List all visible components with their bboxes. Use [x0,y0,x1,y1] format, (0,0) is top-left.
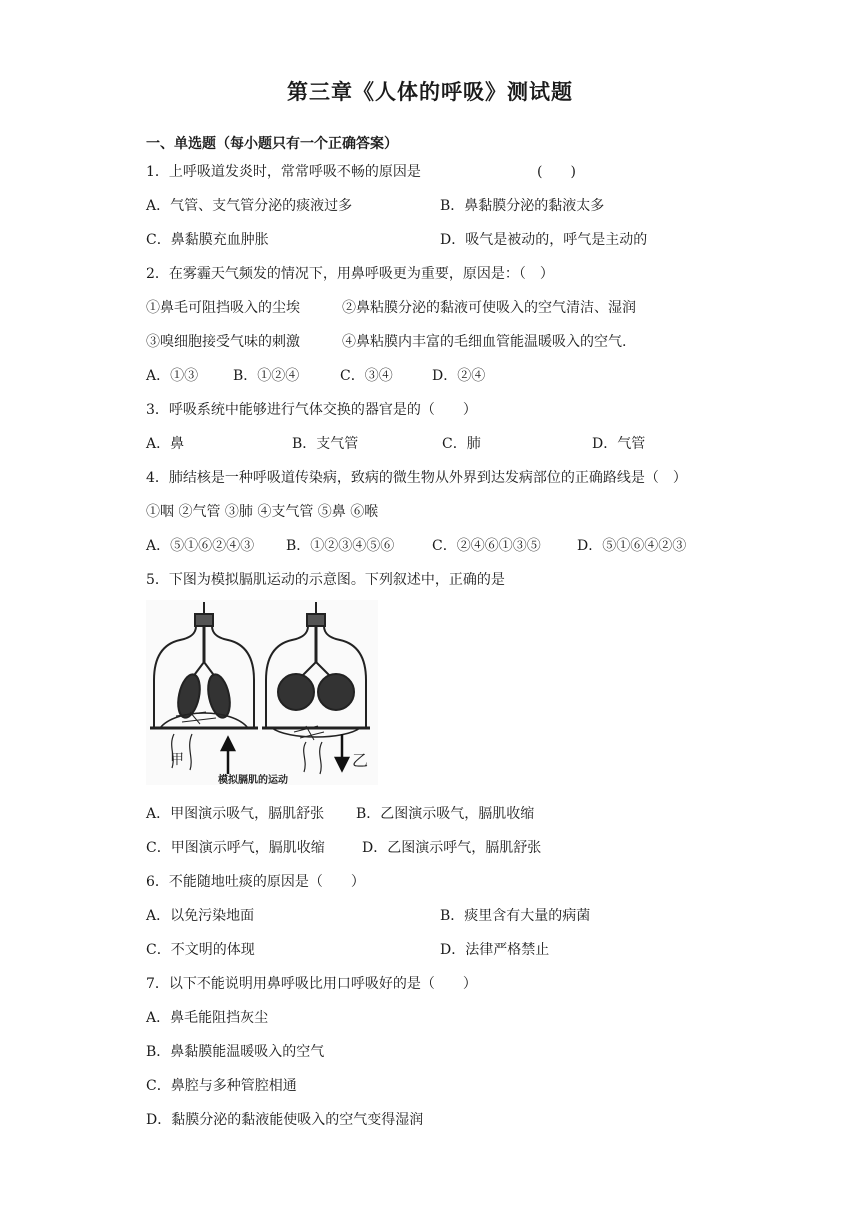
question-4-option-d: D．⑤①⑥④②③ [577,538,687,554]
section-heading: 一、单选题（每小题只有一个正确答案） [146,136,398,152]
question-6-option-c: C．不文明的体现 [146,942,255,958]
question-2-option-d: D．②④ [432,368,486,384]
question-3-option-d: D．气管 [592,436,646,452]
question-6-option-b: B．痰里含有大量的病菌 [440,908,591,924]
question-1-bracket: ( ) [537,164,576,180]
question-5-option-d: D．乙图演示呼气，膈肌舒张 [362,840,542,856]
question-4-option-b: B．①②③④⑤⑥ [286,538,395,554]
question-2-stem: 2．在雾霾天气频发的情况下，用鼻呼吸更为重要，原因是：（ ） [146,266,554,282]
question-5-option-b: B．乙图演示吸气，膈肌收缩 [356,806,535,822]
question-2-option-b: B．①②④ [233,368,300,384]
question-1-stem: 1．上呼吸道发炎时，常常呼吸不畅的原因是 [146,164,421,180]
diaphragm-model-figure [146,600,378,785]
question-2-option-c: C．③④ [340,368,393,384]
question-4-option-c: C．②④⑥①③⑤ [432,538,541,554]
question-1-option-b: B．鼻黏膜分泌的黏液太多 [440,198,605,214]
question-2-statement-1: ①鼻毛可阻挡吸入的尘埃 [146,300,300,316]
question-6-option-d: D．法律严格禁止 [440,942,550,958]
question-4-stem: 4．肺结核是一种呼吸道传染病，致病的微生物从外界到达发病部位的正确路线是（ ） [146,470,687,486]
figure-label-right: 乙 [352,751,369,770]
question-2-statement-3: ③嗅细胞接受气味的刺激 [146,334,300,350]
question-3-option-c: C．肺 [442,436,481,452]
question-5-option-c: C．甲图演示呼气，膈肌收缩 [146,840,325,856]
question-3-option-b: B．支气管 [292,436,359,452]
figure-label-left: 甲 [170,752,184,768]
question-7-option-b: B．鼻黏膜能温暖吸入的空气 [146,1044,325,1060]
question-1-option-d: D．吸气是被动的，呼气是主动的 [440,232,648,248]
question-7-option-d: D．黏膜分泌的黏液能使吸入的空气变得湿润 [146,1112,424,1128]
question-6-option-a: A．以免污染地面 [146,908,255,924]
page-title: 第三章《人体的呼吸》测试题 [287,80,573,104]
question-5-option-a: A．甲图演示吸气，膈肌舒张 [146,806,325,822]
question-4-option-a: A．⑤①⑥②④③ [146,538,255,554]
question-1-option-c: C．鼻黏膜充血肿胀 [146,232,269,248]
question-1-option-a: A．气管、支气管分泌的痰液过多 [146,198,353,214]
question-7-stem: 7．以下不能说明用鼻呼吸比用口呼吸好的是（ ） [146,976,477,992]
question-4-statement: ①咽 ②气管 ③肺 ④支气管 ⑤鼻 ⑥喉 [146,504,379,520]
question-7-option-a: A．鼻毛能阻挡灰尘 [146,1010,269,1026]
figure-caption: 模拟膈肌的运动 [218,775,288,785]
question-5-stem: 5．下图为模拟膈肌运动的示意图。下列叙述中，正确的是 [146,572,505,588]
question-3-option-a: A．鼻 [146,436,185,452]
question-3-stem: 3．呼吸系统中能够进行气体交换的器官是的（ ） [146,402,477,418]
question-2-statement-2: ②鼻粘膜分泌的黏液可使吸入的空气清洁、湿润 [342,300,636,316]
question-2-statement-4: ④鼻粘膜内丰富的毛细血管能温暖吸入的空气. [342,334,627,350]
question-2-option-a: A．①③ [146,368,199,384]
question-7-option-c: C．鼻腔与多种管腔相通 [146,1078,297,1094]
question-6-stem: 6．不能随地吐痰的原因是（ ） [146,874,365,890]
